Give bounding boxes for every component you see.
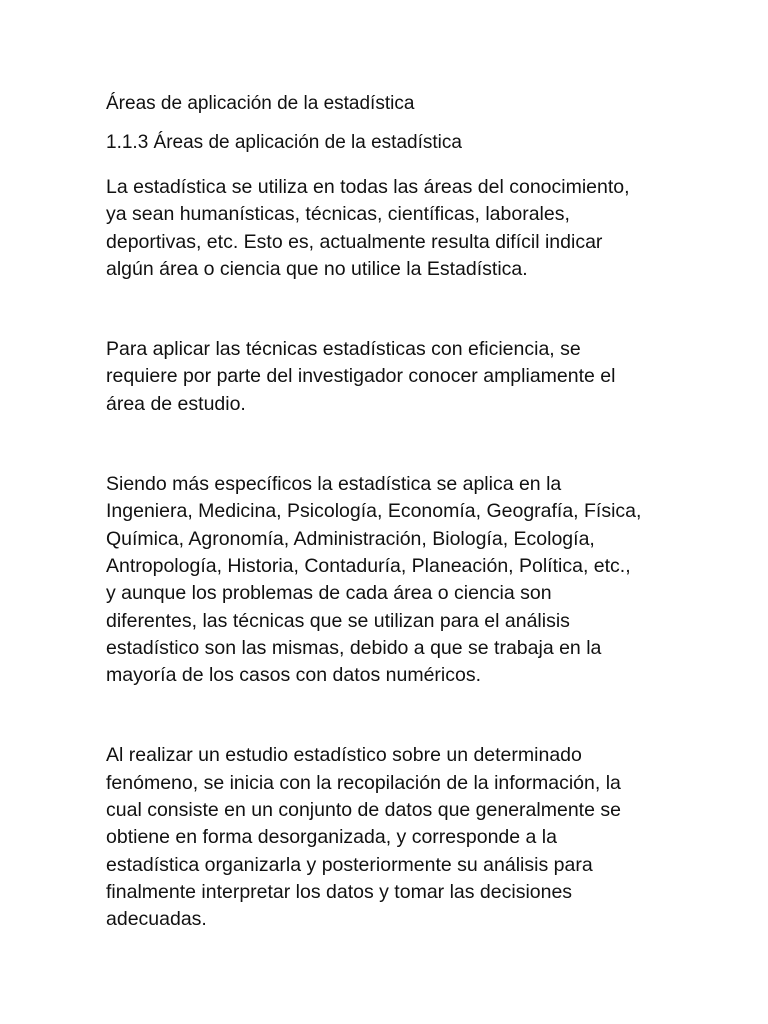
paragraph-3 [106,471,696,689]
text-line: requiere por parte del investigador conocer ampliamente el [106,365,616,388]
text-line: ya sean humanísticas, técnicas, científicas, laborales, [106,203,570,226]
text-line: Ingeniera, Medicina, Psicología, Economía, Geografía, Física, [106,500,642,523]
paragraph-1 [106,174,696,283]
paragraph-4 [106,742,696,933]
document-title: Áreas de aplicación de la estadística [106,93,415,114]
text-line: Siendo más específicos la estadística se aplica en la [106,473,562,496]
text-line: obtiene en forma desorganizada, y corresponde a la [106,826,557,849]
text-line: finalmente interpretar los datos y tomar las decisiones [106,880,573,903]
text-line: y aunque los problemas de cada área o ciencia son [106,582,552,605]
document-page [106,90,696,934]
text-line: adecuadas. [106,908,207,931]
paragraph-2 [106,336,696,418]
text-line: fenómeno, se inicia con la recopilación de la información, la [106,771,621,794]
section-heading: 1.1.3 Áreas de aplicación de la estadística [106,132,462,153]
text-line: estadístico son las mismas, debido a que se trabaja en la [106,636,602,659]
text-line: algún área o ciencia que no utilice la Estadística. [106,257,528,280]
text-line: diferentes, las técnicas que se utilizan para el análisis [106,609,570,632]
text-line: estadística organizarla y posteriormente su análisis para [106,853,593,876]
text-line: cual consiste en un conjunto de datos que generalmente se [106,799,621,822]
text-line: Antropología, Historia, Contaduría, Planeación, Política, etc., [106,554,631,577]
text-line: Al realizar un estudio estadístico sobre un determinado [106,744,582,767]
text-line: deportivas, etc. Esto es, actualmente resulta difícil indicar [106,230,603,253]
text-line: mayoría de los casos con datos numéricos. [106,664,482,687]
text-line: área de estudio. [106,392,246,415]
text-line: La estadística se utiliza en todas las áreas del conocimiento, [106,176,630,198]
text-line: Química, Agronomía, Administración, Biología, Ecología, [106,527,595,550]
text-line: Para aplicar las técnicas estadísticas con eficiencia, se [106,338,581,361]
